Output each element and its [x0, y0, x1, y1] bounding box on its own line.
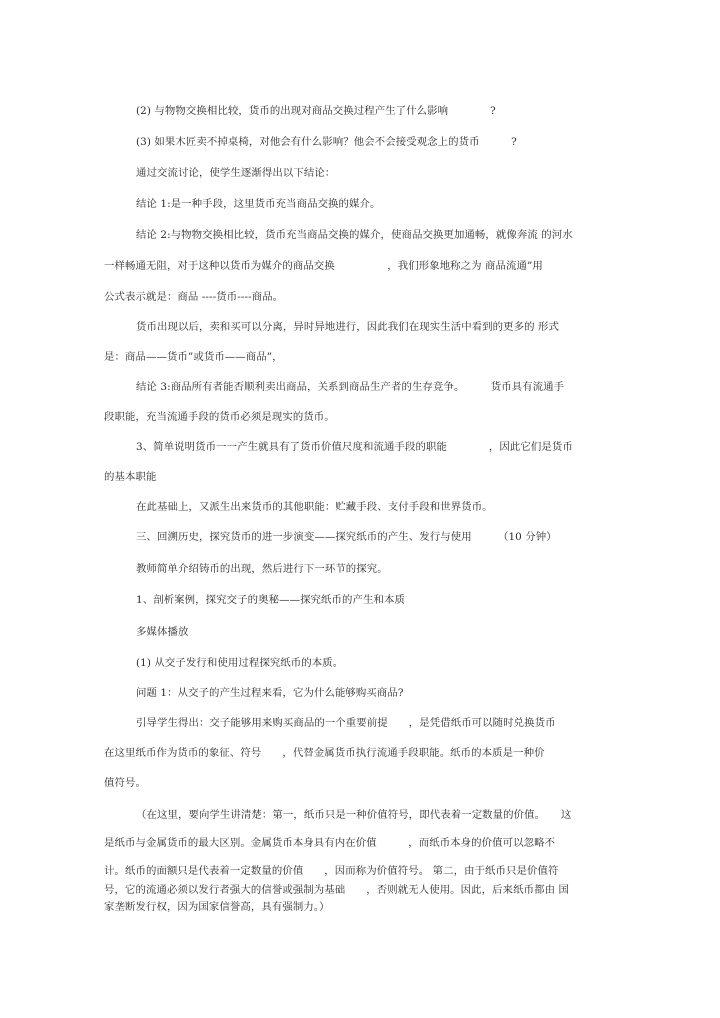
point-3-line-continued: 的基本职能: [104, 471, 157, 483]
explanation-line-4: 号，它的流通必须以发行者强大的信誉或强制为基础 ，否则就无人使用。因此，后来纸币都由 国: [104, 884, 569, 896]
guide-students-line-continued: 在这里纸币作为货币的象征、符号 ，代替金属货币执行流通手段职能。纸币的本质是一种价: [104, 747, 545, 759]
conclusion-3-line: 结论 3:商品所有者能否顺利卖出商品，关系到商品生产者的生存竞争。 货币具有流通手: [136, 381, 565, 393]
question-2-line: (2) 与物物交换相比较，货币的出现对商品交换过程产生了什么影响 ?: [136, 105, 496, 117]
item-1-line: (1) 从交子发行和使用过程探究纸币的本质。: [136, 657, 344, 669]
explanation-line: （在这里，要向学生讲清楚：第一，纸币只是一种价值符号，即代表着一定数量的价值。 这: [136, 809, 572, 821]
section-3-heading: 三、回溯历史，探究货币的进一步演变——探究纸币的产生、发行与使用 （10 分钟）: [136, 531, 557, 543]
discussion-intro-line: 通过交流讨论，使学生逐渐得出以下结论：: [136, 167, 336, 179]
money-after-line: 货币出现以后，卖和买可以分离，异时异地进行，因此我们在现实生活中看到的更多的 形式: [136, 321, 560, 333]
teacher-intro-line: 教师简单介绍铸币的出现，然后进行下一环节的探究。: [136, 563, 388, 575]
conclusion-2-line: 结论 2:与物物交换相比较，货币充当商品交换的媒介，使商品交换更加通畅，就像奔流 的河水: [136, 229, 573, 241]
conclusion-2-line-continued: 一样畅通无阻，对于这种以货币为媒介的商品交换 ，我们形象地称之为 商品流通”用: [104, 260, 543, 272]
explanation-line-2: 是纸币与金属货币的最大区别。金属货币本身具有内在价值 ，而纸币本身的价值可以忽略不: [104, 837, 556, 849]
question-1-line: 问题 1：从交子的产生过程来看，它为什么能够购买商品?: [136, 687, 404, 699]
question-3-line: (3) 如果木匠卖不掉桌椅，对他会有什么影响？他会不会接受观念上的货币 ?: [136, 136, 517, 148]
multimedia-line: 多媒体播放: [136, 626, 189, 638]
guide-students-line: 引导学生得出：交子能够用来购买商品的一个重要前提 ，是凭借纸币可以随时兑换货币: [136, 717, 556, 729]
case-analysis-heading: 1、剖析案例，探究交子的奥秘——探究纸币的产生和本质: [136, 594, 405, 606]
conclusion-3-line-continued: 段职能，充当流通手段的货币必须是现实的货币。: [104, 411, 335, 423]
guide-students-line-end: 值符号。: [104, 777, 146, 789]
explanation-line-5: 家垄断发行权，因为国家信誉高，具有强制力。）: [104, 901, 330, 913]
conclusion-1-line: 结论 1:是一种手段，这里货币充当商品交换的媒介。: [136, 198, 381, 210]
point-3-line: 3、简单说明货币一一产生就具有了货币价值尺度和流通手段的职能 ，因此它们是货币: [136, 441, 573, 453]
money-after-line-continued: 是：商品——货币”或货币——商品”，: [104, 351, 283, 363]
derived-functions-line: 在此基础上，又派生出来货币的其他职能：贮藏手段、支付手段和世界货币。: [136, 501, 493, 513]
formula-line: 公式表示就是：商品 ----货币----商品。: [104, 291, 284, 303]
explanation-line-3: 计。纸币的面额只是代表着一定数量的价值 ，因而称为价值符号。 第二，由于纸币只是价值符: [104, 865, 559, 877]
